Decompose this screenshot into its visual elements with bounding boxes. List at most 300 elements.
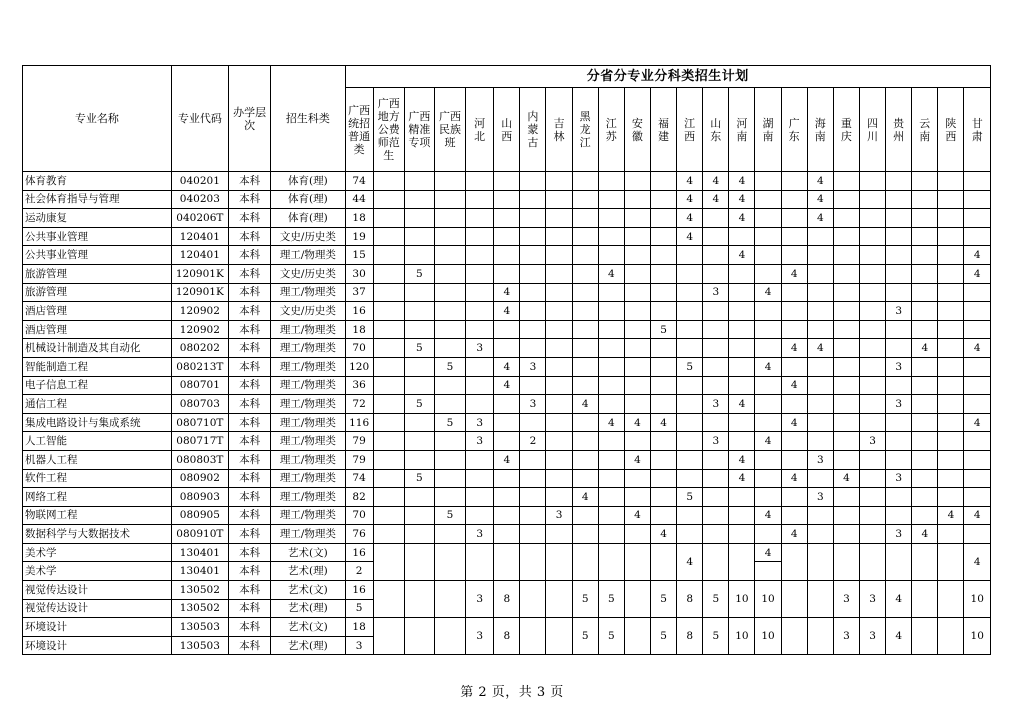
cell-quota (466, 302, 494, 321)
cell-quota: 4 (572, 488, 598, 507)
cell-quota (781, 246, 807, 265)
cell-quota (781, 320, 807, 339)
header-category: 招生科类 (271, 66, 345, 172)
cell-quota: 5 (434, 357, 465, 376)
cell-major-name: 物联网工程 (23, 506, 172, 525)
cell-quota (807, 395, 833, 414)
cell-category: 体育(理) (271, 190, 345, 209)
cell-quota-merged (624, 618, 650, 655)
cell-quota (703, 264, 729, 283)
cell-quota (729, 283, 755, 302)
cell-major-name: 美术学 (23, 562, 172, 581)
cell-major-name: 电子信息工程 (23, 376, 172, 395)
cell-quota (624, 488, 650, 507)
cell-level: 本科 (228, 190, 270, 209)
cell-total: 18 (345, 618, 373, 637)
cell-quota (755, 488, 781, 507)
cell-quota (494, 469, 520, 488)
cell-quota (598, 283, 624, 302)
cell-quota (572, 227, 598, 246)
cell-quota (729, 339, 755, 358)
cell-quota (373, 413, 404, 432)
cell-quota: 4 (703, 190, 729, 209)
cell-quota (807, 525, 833, 544)
cell-level: 本科 (228, 283, 270, 302)
cell-quota (373, 227, 404, 246)
cell-quota (859, 283, 885, 302)
cell-category: 文史/历史类 (271, 227, 345, 246)
cell-quota-merged (494, 543, 520, 580)
cell-quota (729, 413, 755, 432)
cell-quota (373, 432, 404, 451)
cell-quota (912, 172, 938, 191)
cell-level: 本科 (228, 450, 270, 469)
cell-quota: 4 (833, 469, 859, 488)
cell-quota (703, 209, 729, 228)
cell-quota: 4 (964, 246, 991, 265)
cell-quota-merged (598, 543, 624, 580)
cell-total: 74 (345, 172, 373, 191)
cell-level: 本科 (228, 636, 270, 655)
cell-quota (466, 172, 494, 191)
table-row (23, 302, 991, 321)
cell-quota-merged: 4 (964, 543, 991, 580)
cell-quota (466, 450, 494, 469)
cell-quota (520, 246, 546, 265)
cell-quota (886, 413, 912, 432)
table-row (23, 413, 991, 432)
cell-major-name: 美术学 (23, 543, 172, 562)
cell-quota (677, 525, 703, 544)
cell-quota (912, 357, 938, 376)
cell-quota (434, 339, 465, 358)
cell-quota (572, 432, 598, 451)
cell-quota (859, 488, 885, 507)
cell-quota (373, 450, 404, 469)
cell-level: 本科 (228, 357, 270, 376)
cell-quota (703, 450, 729, 469)
province-header (345, 88, 373, 172)
cell-quota (859, 376, 885, 395)
cell-quota (938, 172, 964, 191)
cell-quota (624, 320, 650, 339)
cell-quota-merged: 4 (677, 543, 703, 580)
cell-quota (912, 395, 938, 414)
cell-quota (781, 488, 807, 507)
enrollment-plan-table (22, 65, 991, 655)
cell-major-code: 120401 (171, 227, 228, 246)
cell-quota-merged (520, 581, 546, 618)
cell-category: 理工/物理类 (271, 339, 345, 358)
province-label: 黑龙江 (579, 110, 591, 149)
cell-quota (833, 376, 859, 395)
plan-title: 分省分专业分科类招生计划 (345, 66, 990, 88)
cell-quota (755, 209, 781, 228)
cell-quota (755, 320, 781, 339)
cell-quota-merged: 3 (833, 618, 859, 655)
province-label: 山东 (710, 116, 722, 143)
cell-quota (886, 488, 912, 507)
cell-quota (729, 320, 755, 339)
cell-major-code: 080903 (171, 488, 228, 507)
cell-quota (886, 339, 912, 358)
cell-quota (373, 283, 404, 302)
cell-quota (520, 264, 546, 283)
cell-major-code: 130502 (171, 599, 228, 618)
cell-quota (520, 450, 546, 469)
province-header (912, 88, 938, 172)
province-label: 云南 (919, 116, 931, 143)
cell-quota: 4 (755, 432, 781, 451)
cell-quota (755, 450, 781, 469)
cell-level: 本科 (228, 172, 270, 191)
cell-quota (833, 283, 859, 302)
cell-quota (572, 320, 598, 339)
cell-quota (434, 320, 465, 339)
cell-quota (938, 227, 964, 246)
cell-quota (833, 320, 859, 339)
cell-quota-merged (807, 581, 833, 618)
cell-quota (833, 395, 859, 414)
cell-quota (703, 357, 729, 376)
cell-total: 18 (345, 209, 373, 228)
cell-quota (598, 469, 624, 488)
cell-quota (434, 246, 465, 265)
cell-quota (598, 376, 624, 395)
cell-quota (886, 450, 912, 469)
cell-quota-merged (373, 618, 404, 655)
cell-quota (859, 469, 885, 488)
cell-quota-merged (938, 543, 964, 580)
cell-quota (520, 172, 546, 191)
cell-quota: 4 (807, 339, 833, 358)
cell-quota (650, 357, 676, 376)
cell-quota (703, 227, 729, 246)
cell-quota-merged (546, 581, 572, 618)
cell-quota (964, 209, 991, 228)
province-label: 江西 (684, 116, 696, 143)
province-header (466, 88, 494, 172)
cell-level: 本科 (228, 246, 270, 265)
cell-quota (833, 227, 859, 246)
cell-major-code: 120901K (171, 264, 228, 283)
cell-quota (624, 525, 650, 544)
cell-quota (833, 450, 859, 469)
cell-quota (546, 413, 572, 432)
cell-quota (434, 469, 465, 488)
cell-category: 文史/历史类 (271, 264, 345, 283)
cell-quota-merged: 5 (572, 618, 598, 655)
cell-quota-merged (912, 581, 938, 618)
cell-quota (404, 302, 434, 321)
cell-quota (703, 320, 729, 339)
cell-quota (466, 320, 494, 339)
province-header (781, 88, 807, 172)
cell-major-name: 酒店管理 (23, 320, 172, 339)
table-row (23, 209, 991, 228)
cell-quota (912, 190, 938, 209)
cell-quota (520, 469, 546, 488)
cell-quota (520, 283, 546, 302)
cell-quota (373, 469, 404, 488)
cell-quota (546, 395, 572, 414)
cell-quota: 3 (886, 469, 912, 488)
cell-quota (677, 320, 703, 339)
cell-quota-merged: 8 (677, 618, 703, 655)
cell-quota (494, 264, 520, 283)
cell-quota (572, 376, 598, 395)
cell-quota (572, 302, 598, 321)
cell-quota (833, 190, 859, 209)
cell-major-code: 080905 (171, 506, 228, 525)
cell-major-code: 130503 (171, 618, 228, 637)
cell-quota: 4 (964, 506, 991, 525)
cell-quota-merged (650, 543, 676, 580)
cell-level: 本科 (228, 227, 270, 246)
cell-quota (624, 209, 650, 228)
cell-quota (781, 450, 807, 469)
cell-quota (859, 227, 885, 246)
cell-total: 79 (345, 450, 373, 469)
cell-quota (572, 209, 598, 228)
cell-quota (703, 525, 729, 544)
cell-total: 16 (345, 581, 373, 600)
cell-quota (520, 525, 546, 544)
cell-major-code: 080213T (171, 357, 228, 376)
cell-quota (755, 562, 781, 581)
cell-quota-merged (624, 543, 650, 580)
cell-quota-merged: 8 (494, 618, 520, 655)
cell-category: 理工/物理类 (271, 506, 345, 525)
cell-quota (938, 450, 964, 469)
cell-quota (677, 469, 703, 488)
cell-quota (781, 227, 807, 246)
cell-category: 理工/物理类 (271, 320, 345, 339)
cell-quota: 4 (964, 413, 991, 432)
cell-quota (466, 376, 494, 395)
province-label: 贵州 (893, 116, 905, 143)
cell-quota: 4 (781, 264, 807, 283)
cell-quota: 4 (650, 525, 676, 544)
cell-quota (624, 395, 650, 414)
cell-level: 本科 (228, 506, 270, 525)
cell-quota (729, 302, 755, 321)
page-footer: 第 2 页，共 3 页 (460, 685, 564, 700)
province-header (520, 88, 546, 172)
province-header (755, 88, 781, 172)
cell-quota: 3 (520, 357, 546, 376)
cell-major-code: 120901K (171, 283, 228, 302)
table-row (23, 357, 991, 376)
cell-quota (938, 525, 964, 544)
cell-quota-merged: 3 (859, 618, 885, 655)
cell-quota (912, 432, 938, 451)
cell-quota: 5 (404, 264, 434, 283)
cell-major-name: 网络工程 (23, 488, 172, 507)
cell-quota (677, 395, 703, 414)
cell-quota (546, 227, 572, 246)
cell-quota (859, 525, 885, 544)
cell-major-name: 旅游管理 (23, 264, 172, 283)
table-row (23, 395, 991, 414)
cell-quota (859, 320, 885, 339)
cell-quota (859, 395, 885, 414)
cell-total: 116 (345, 413, 373, 432)
cell-quota (546, 246, 572, 265)
cell-quota (494, 209, 520, 228)
cell-quota (434, 376, 465, 395)
cell-quota (434, 172, 465, 191)
cell-quota (807, 506, 833, 525)
cell-quota (677, 413, 703, 432)
cell-quota: 4 (494, 376, 520, 395)
cell-quota (781, 172, 807, 191)
cell-quota: 4 (729, 450, 755, 469)
cell-major-name: 数据科学与大数据技术 (23, 525, 172, 544)
province-label: 广西民族班 (439, 110, 462, 149)
cell-quota (964, 227, 991, 246)
cell-quota (650, 283, 676, 302)
cell-quota (807, 413, 833, 432)
cell-quota (598, 506, 624, 525)
province-header (833, 88, 859, 172)
cell-quota (964, 283, 991, 302)
cell-quota (964, 395, 991, 414)
cell-quota (964, 525, 991, 544)
cell-quota (624, 432, 650, 451)
cell-quota (494, 246, 520, 265)
cell-quota (624, 264, 650, 283)
cell-major-name: 智能制造工程 (23, 357, 172, 376)
cell-quota (572, 172, 598, 191)
cell-quota (912, 209, 938, 228)
cell-quota (494, 172, 520, 191)
cell-quota (833, 264, 859, 283)
cell-total: 82 (345, 488, 373, 507)
cell-quota: 3 (703, 432, 729, 451)
cell-quota: 4 (677, 172, 703, 191)
province-label: 广西统招普通类 (348, 103, 371, 156)
cell-quota (434, 525, 465, 544)
cell-quota-merged: 5 (703, 581, 729, 618)
cell-quota-merged (466, 543, 494, 580)
cell-quota-merged: 3 (859, 581, 885, 618)
cell-quota-merged: 5 (703, 618, 729, 655)
province-label: 甘肃 (971, 116, 983, 143)
province-label: 海南 (814, 116, 826, 143)
cell-major-code: 040206T (171, 209, 228, 228)
cell-quota-merged: 10 (755, 618, 781, 655)
cell-quota (650, 432, 676, 451)
cell-quota: 4 (938, 506, 964, 525)
cell-quota (404, 506, 434, 525)
province-header (404, 88, 434, 172)
cell-total: 37 (345, 283, 373, 302)
cell-quota (938, 357, 964, 376)
cell-major-code: 080710T (171, 413, 228, 432)
cell-quota (404, 376, 434, 395)
table-row (23, 320, 991, 339)
province-header (650, 88, 676, 172)
cell-quota (650, 246, 676, 265)
cell-category: 艺术(文) (271, 581, 345, 600)
cell-quota (729, 264, 755, 283)
table-row (23, 227, 991, 246)
cell-quota: 4 (624, 506, 650, 525)
cell-category: 艺术(理) (271, 562, 345, 581)
cell-quota (650, 488, 676, 507)
cell-quota (755, 525, 781, 544)
cell-quota-merged (886, 543, 912, 580)
cell-total: 120 (345, 357, 373, 376)
cell-quota (494, 395, 520, 414)
cell-quota (677, 450, 703, 469)
province-label: 重庆 (840, 116, 852, 143)
cell-category: 理工/物理类 (271, 450, 345, 469)
cell-quota (703, 506, 729, 525)
cell-quota (886, 246, 912, 265)
cell-quota: 4 (572, 395, 598, 414)
province-header (677, 88, 703, 172)
cell-quota (938, 209, 964, 228)
cell-quota (938, 395, 964, 414)
cell-quota (755, 264, 781, 283)
cell-quota-merged: 5 (572, 581, 598, 618)
cell-quota: 3 (520, 395, 546, 414)
cell-quota: 5 (650, 320, 676, 339)
cell-quota (938, 302, 964, 321)
cell-major-name: 体育教育 (23, 172, 172, 191)
province-label: 广东 (788, 116, 800, 143)
cell-total: 72 (345, 395, 373, 414)
cell-major-code: 080910T (171, 525, 228, 544)
cell-quota (466, 506, 494, 525)
cell-quota-merged: 5 (598, 581, 624, 618)
cell-quota-merged (833, 543, 859, 580)
cell-quota (624, 190, 650, 209)
cell-level: 本科 (228, 432, 270, 451)
cell-quota (494, 488, 520, 507)
cell-quota-merged (938, 581, 964, 618)
cell-quota: 4 (781, 525, 807, 544)
cell-quota: 3 (886, 525, 912, 544)
cell-quota: 4 (677, 190, 703, 209)
cell-quota (650, 190, 676, 209)
cell-quota (466, 395, 494, 414)
cell-quota (964, 172, 991, 191)
cell-major-name: 机器人工程 (23, 450, 172, 469)
cell-quota-merged: 5 (598, 618, 624, 655)
cell-quota-merged: 8 (677, 581, 703, 618)
cell-quota (466, 469, 494, 488)
cell-quota (859, 357, 885, 376)
cell-quota (520, 339, 546, 358)
cell-quota (434, 302, 465, 321)
cell-major-code: 120401 (171, 246, 228, 265)
cell-quota (964, 469, 991, 488)
cell-quota: 3 (886, 302, 912, 321)
cell-quota (434, 488, 465, 507)
cell-quota (912, 227, 938, 246)
cell-quota (598, 488, 624, 507)
cell-quota (546, 450, 572, 469)
cell-quota (912, 246, 938, 265)
cell-quota (964, 320, 991, 339)
cell-quota-merged (404, 543, 434, 580)
cell-quota (520, 413, 546, 432)
cell-quota (886, 320, 912, 339)
cell-quota (755, 395, 781, 414)
